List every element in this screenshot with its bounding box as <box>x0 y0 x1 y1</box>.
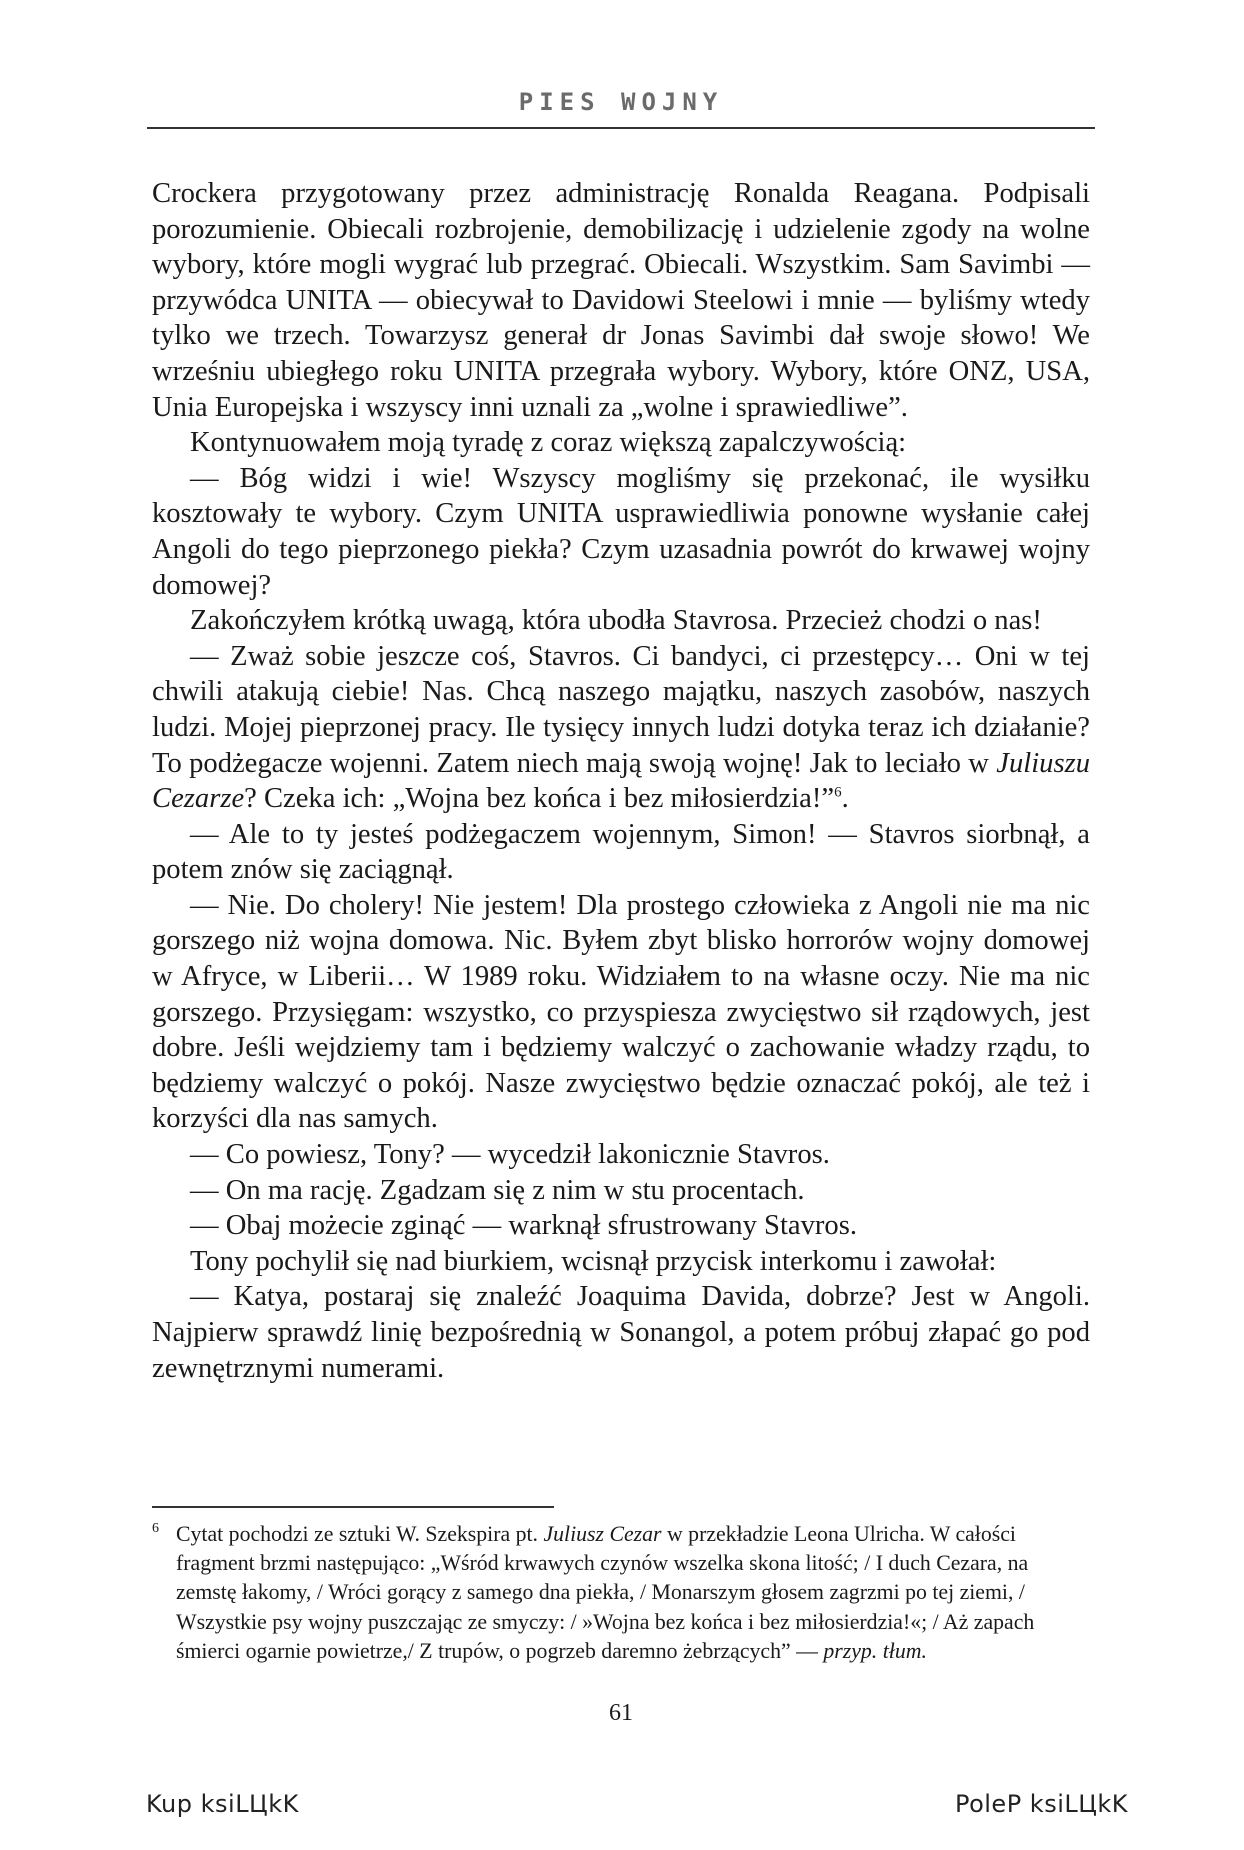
work-title: Juliuszu Cezarze <box>152 747 1090 815</box>
paragraph: — Nie. Do cholery! Nie jestem! Dla prostego człowieka z Angoli nie ma nic gorszego niż wojna domowa. Nic. Byłem zbyt blisko horrorów wojny domowej w Afryce, w Liberii… W 1989 roku. Widziałem to na własne oczy. Nie ma nic gorszego. Przysięgam: wszystko, co przyspiesza zwycięstwo sił rządowych, jest dobre. Jeśli wejdziemy tam i będziemy walczyć o zachowanie władzy rządu, to będziemy walczyć o pokój. Nasze zwycięstwo będzie oznaczać pokój, ale też i korzyści dla nas samych. <box>152 889 1090 1135</box>
paragraph: Kontynuowałem moją tyradę z coraz większą zapalczywością: <box>190 427 907 459</box>
paragraph: — Bóg widzi i wie! Wszyscy mogliśmy się przekonać, ile wysiłku kosztowały te wybory. Czym UNITA usprawiedliwia ponowne wysłanie całej Angoli do tego pieprzonego piekła? Czym uzasadnia powrót do krwawej wojny domowej? <box>152 462 1090 601</box>
paragraph-text: . <box>841 783 849 815</box>
page-number: 61 <box>609 1700 633 1726</box>
header-rule <box>147 127 1095 129</box>
footnote-text-part: w przekładzie Leona Ulricha. W całości fragment brzmi następująco: „Wśród krwawych czynów wszelka skona litość; / I duch Cezara, na zemstę łakomy, / Wróci gorący z samego dna piekła, / Monarszym głosem zagrzmi po tej ziemi, / Wszystkie psy wojny puszczając ze smyczy: / »Wojna bez końca i bez miłosierdzia!«; / Aż zapach śmierci ogarnie powietrze,/ Z trupów, o pogrzeb daremno żebrzących” — <box>176 1522 1035 1663</box>
footnote-number: 6 <box>152 1521 159 1536</box>
paragraph: Crockera przygotowany przez administrację Ronalda Reagana. Podpisali porozumienie. Obiecali rozbrojenie, demobilizację i udzielenie zgody na wolne wybory, które mogli wygrać lub przegrać. Obiecali. Wszystkim. Sam Savimbi — przywódca UNITA — obiecywał to Davidowi Steelowi i mnie — byliśmy wtedy tylko we trzech. Towarzysz generał dr Jonas Savimbi dał swoje słowo! We wrześniu ubiegłego roku UNITA przegrała wybory. Wybory, które ONZ, USA, Unia Europejska i wszyscy inni uznali za „wolne i sprawiedliwe”. <box>152 178 1090 423</box>
paragraph: — Ale to ty jesteś podżegaczem wojennym, Simon! — Stavros siorbnął, a potem znów się zaciągnął. <box>152 818 1090 886</box>
paragraph: — On ma rację. Zgadzam się z nim w stu procentach. <box>190 1174 805 1206</box>
paragraph: — Katya, postaraj się znaleźć Joaquima Davida, dobrze? Jest w Angoli. Najpierw sprawdź linię bezpośrednią w Sonangol, a potem próbuj złapać go pod zewnętrznymi numerami. <box>152 1281 1090 1384</box>
footnote-text-part: Cytat pochodzi ze sztuki W. Szekspira pt. <box>176 1522 544 1546</box>
paragraph: — Co powiesz, Tony? — wycedził lakonicznie Stavros. <box>190 1139 830 1171</box>
paragraph: Tony pochylił się nad biurkiem, wcisnął przycisk interkomu i zawołał: <box>190 1245 997 1277</box>
recommend-book-link[interactable]: PoleP ksiLЦkK <box>954 1790 1128 1818</box>
footnote-reference[interactable]: 6 <box>834 784 842 801</box>
body-text <box>152 176 1090 1386</box>
footnote-text <box>152 1520 1090 1666</box>
footnote-work-title: Juliusz Cezar <box>543 1522 662 1546</box>
paragraph <box>152 639 1090 817</box>
buy-book-link[interactable]: Kup ksiLЦkK <box>146 1790 299 1818</box>
running-title: PIES WOJNY <box>518 88 724 116</box>
paragraph: Zakończyłem krótką uwagą, która ubodła Stavrosa. Przecież chodzi o nas! <box>190 605 1042 637</box>
paragraph-text: — Zważ sobie jeszcze coś, Stavros. Ci bandyci, ci przestępcy… Oni w tej chwili atakują ciebie! Nas. Chcą naszego majątku, naszych zasobów, naszych ludzi. Mojej pieprzonej pracy. Ile tysięcy innych ludzi dotyka teraz ich działanie? To podżegacze wojenni. Zatem niech mają swoją wojnę! Jak to leciało w <box>152 640 1090 779</box>
paragraph-text: ? Czeka ich: „Wojna bez końca i bez miłosierdzia!” <box>244 783 835 815</box>
footnote-attribution: przyp. tłum. <box>823 1638 927 1663</box>
footnote <box>152 1520 1090 1666</box>
paragraph: — Obaj możecie zginąć — warknął sfrustrowany Stavros. <box>190 1210 857 1242</box>
footnote-rule <box>152 1506 554 1508</box>
